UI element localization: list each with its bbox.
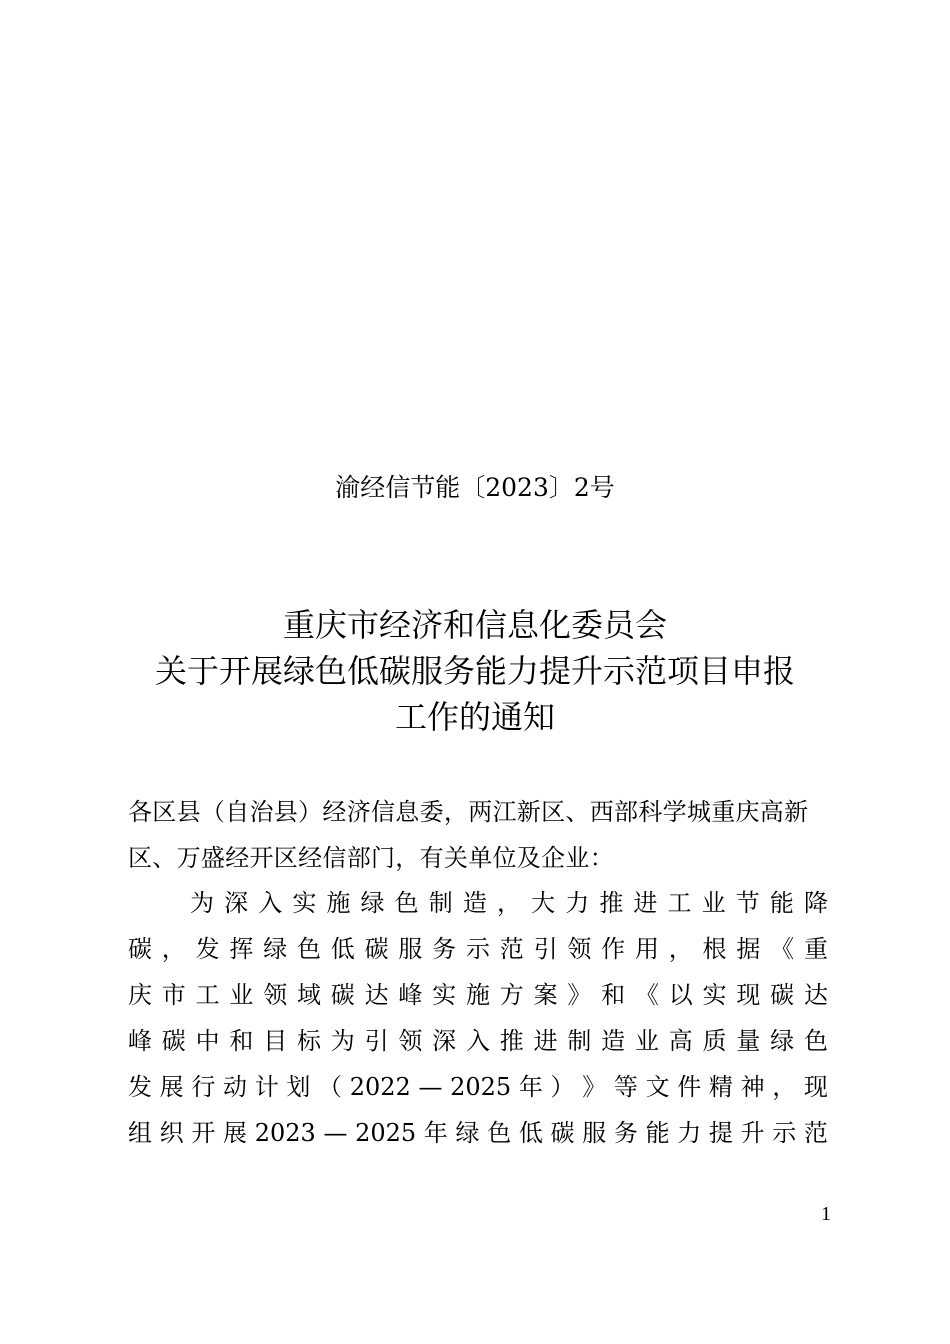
body-glyph: 现 bbox=[803, 1073, 828, 1101]
body-glyph: 领 bbox=[263, 981, 288, 1009]
body-glyph: 引 bbox=[533, 935, 558, 963]
body-glyph: 文 bbox=[645, 1073, 670, 1101]
body-glyph: 据 bbox=[736, 935, 761, 963]
body-glyph: 进 bbox=[633, 889, 658, 917]
body-glyph: 碳 bbox=[550, 1119, 575, 1147]
body-glyph: 碳 bbox=[128, 935, 152, 963]
body-glyph: 实 bbox=[292, 889, 317, 917]
body-glyph: 工 bbox=[667, 889, 692, 917]
body-glyph: 领 bbox=[567, 935, 592, 963]
body-glyph: 织 bbox=[159, 1119, 184, 1147]
body-glyph: 高 bbox=[668, 1027, 693, 1055]
body-glyph: 节 bbox=[735, 889, 760, 917]
body-glyph: 碳 bbox=[364, 935, 389, 963]
body-glyph: 碳 bbox=[161, 1027, 186, 1055]
body-glyph: 等 bbox=[613, 1073, 638, 1101]
body-glyph: 目 bbox=[263, 1027, 288, 1055]
body-glyph: 件 bbox=[677, 1073, 702, 1101]
body-glyph: 实 bbox=[432, 981, 457, 1009]
body-glyph: 根 bbox=[702, 935, 727, 963]
body-glyph: 色 bbox=[296, 935, 321, 963]
body-glyph: 计 bbox=[254, 1073, 279, 1101]
body-line bbox=[128, 880, 828, 926]
body-glyph: 施 bbox=[326, 889, 351, 917]
title-line: 关于开展绿色低碳服务能力提升示范项目申报 bbox=[154, 652, 795, 690]
body-glyph: 绿 bbox=[360, 889, 385, 917]
body-glyph: — bbox=[323, 1119, 348, 1147]
body-glyph: 绿 bbox=[770, 1027, 795, 1055]
body-glyph: 碳 bbox=[330, 981, 355, 1009]
body-glyph: 神 bbox=[740, 1073, 765, 1101]
body-line bbox=[128, 926, 828, 972]
body-glyph: ， bbox=[161, 935, 186, 963]
body-glyph: 开 bbox=[191, 1119, 216, 1147]
body-glyph: 展 bbox=[159, 1073, 184, 1101]
body-glyph: 工 bbox=[195, 981, 220, 1009]
body-glyph: 业 bbox=[229, 981, 254, 1009]
body-glyph: 降 bbox=[803, 889, 828, 917]
body-glyph: ， bbox=[668, 935, 693, 963]
body-glyph: 2025 bbox=[355, 1119, 417, 1147]
body-glyph: 案 bbox=[533, 981, 558, 1009]
body-glyph: 领 bbox=[398, 1027, 423, 1055]
body-glyph: 年 bbox=[423, 1119, 448, 1147]
document-title bbox=[0, 602, 950, 740]
body-glyph: 绿 bbox=[455, 1119, 480, 1147]
body-glyph: 发 bbox=[195, 935, 220, 963]
body-glyph: 务 bbox=[432, 935, 457, 963]
body-glyph: 》 bbox=[567, 981, 592, 1009]
body-glyph: 年 bbox=[518, 1073, 543, 1101]
body-glyph: 达 bbox=[364, 981, 389, 1009]
page-number: 1 bbox=[821, 1203, 831, 1225]
body-glyph: 2023 bbox=[254, 1119, 316, 1147]
body-glyph: 能 bbox=[769, 889, 794, 917]
body-glyph: 施 bbox=[465, 981, 490, 1009]
title-line: 重庆市经济和信息化委员会 bbox=[282, 606, 667, 644]
body-glyph: 和 bbox=[601, 981, 626, 1009]
body-glyph: 造 bbox=[462, 889, 487, 917]
body-glyph: 碳 bbox=[770, 981, 795, 1009]
body-glyph: 庆 bbox=[128, 981, 152, 1009]
body-glyph: 业 bbox=[634, 1027, 659, 1055]
body-glyph: 》 bbox=[582, 1073, 607, 1101]
body-glyph: ） bbox=[550, 1073, 575, 1101]
body-glyph: 划 bbox=[286, 1073, 311, 1101]
body-glyph: 峰 bbox=[128, 1027, 152, 1055]
body-glyph: 用 bbox=[634, 935, 659, 963]
body-glyph: 升 bbox=[740, 1119, 765, 1147]
body-glyph: 服 bbox=[582, 1119, 607, 1147]
body-glyph: 组 bbox=[128, 1119, 152, 1147]
body-glyph: 色 bbox=[394, 889, 419, 917]
body-glyph: 展 bbox=[223, 1119, 248, 1147]
body-glyph: 推 bbox=[499, 1027, 524, 1055]
body-glyph: 2022 bbox=[349, 1073, 411, 1101]
body-glyph: 为 bbox=[330, 1027, 355, 1055]
body-line bbox=[128, 1110, 828, 1156]
body-glyph: 范 bbox=[499, 935, 524, 963]
body-glyph: 量 bbox=[736, 1027, 761, 1055]
body-glyph: 中 bbox=[195, 1027, 220, 1055]
body-glyph: 务 bbox=[613, 1119, 638, 1147]
body-glyph: 以 bbox=[668, 981, 693, 1009]
body-glyph: 深 bbox=[432, 1027, 457, 1055]
body-glyph: 引 bbox=[364, 1027, 389, 1055]
body-glyph: 范 bbox=[803, 1119, 828, 1147]
body-glyph: 行 bbox=[191, 1073, 216, 1101]
body-glyph: 精 bbox=[708, 1073, 733, 1101]
body-glyph: 提 bbox=[708, 1119, 733, 1147]
body-glyph: 色 bbox=[803, 1027, 828, 1055]
salutation: 各区县（自治县）经济信息委，两江新区、西部科学城重庆高新区、万盛经开区经信部门，有关单位及企业： bbox=[128, 798, 809, 872]
body-glyph: 现 bbox=[736, 981, 761, 1009]
body-glyph: 业 bbox=[701, 889, 726, 917]
document-number: 渝经信节能〔2023〕2号 bbox=[335, 473, 615, 502]
body-glyph: 方 bbox=[499, 981, 524, 1009]
body-glyph: 质 bbox=[702, 1027, 727, 1055]
body-glyph: 力 bbox=[677, 1119, 702, 1147]
body-glyph: 深 bbox=[224, 889, 249, 917]
body-glyph: 市 bbox=[161, 981, 186, 1009]
body-glyph: 能 bbox=[645, 1119, 670, 1147]
body-glyph: 推 bbox=[599, 889, 624, 917]
body-glyph: 重 bbox=[803, 935, 828, 963]
body-glyph: 示 bbox=[465, 935, 490, 963]
body-glyph: 发 bbox=[128, 1073, 152, 1101]
body-glyph: 绿 bbox=[263, 935, 288, 963]
body-glyph: 制 bbox=[567, 1027, 592, 1055]
body-glyph: 挥 bbox=[229, 935, 254, 963]
body-glyph: 力 bbox=[565, 889, 590, 917]
body-glyph: 造 bbox=[601, 1027, 626, 1055]
body-glyph: 色 bbox=[487, 1119, 512, 1147]
body-glyph: 为 bbox=[190, 889, 214, 917]
body-glyph: 域 bbox=[296, 981, 321, 1009]
body-glyph: ， bbox=[496, 889, 521, 917]
body-glyph: ， bbox=[772, 1073, 797, 1101]
body-line bbox=[128, 1064, 828, 1110]
body-line bbox=[128, 972, 828, 1018]
body-line bbox=[128, 1018, 828, 1064]
body-glyph: 2025 bbox=[450, 1073, 512, 1101]
body-glyph: 进 bbox=[533, 1027, 558, 1055]
body-glyph: 动 bbox=[223, 1073, 248, 1101]
body-glyph: 示 bbox=[772, 1119, 797, 1147]
title-line: 工作的通知 bbox=[394, 698, 555, 736]
body-glyph: 大 bbox=[531, 889, 556, 917]
body-glyph: 《 bbox=[770, 935, 795, 963]
body-glyph: 实 bbox=[702, 981, 727, 1009]
body-glyph: 峰 bbox=[398, 981, 423, 1009]
body-glyph: 制 bbox=[428, 889, 453, 917]
body-glyph: 入 bbox=[258, 889, 283, 917]
body-glyph: — bbox=[418, 1073, 443, 1101]
body-glyph: 低 bbox=[518, 1119, 543, 1147]
body-glyph: 《 bbox=[634, 981, 659, 1009]
body-glyph: 入 bbox=[465, 1027, 490, 1055]
body-glyph: 达 bbox=[803, 981, 828, 1009]
body-paragraph bbox=[128, 880, 828, 1156]
body-glyph: 标 bbox=[296, 1027, 321, 1055]
body-glyph: 低 bbox=[330, 935, 355, 963]
body-glyph: 作 bbox=[601, 935, 626, 963]
body-glyph: （ bbox=[318, 1073, 343, 1101]
body-glyph: 和 bbox=[229, 1027, 254, 1055]
body-glyph: 服 bbox=[398, 935, 423, 963]
